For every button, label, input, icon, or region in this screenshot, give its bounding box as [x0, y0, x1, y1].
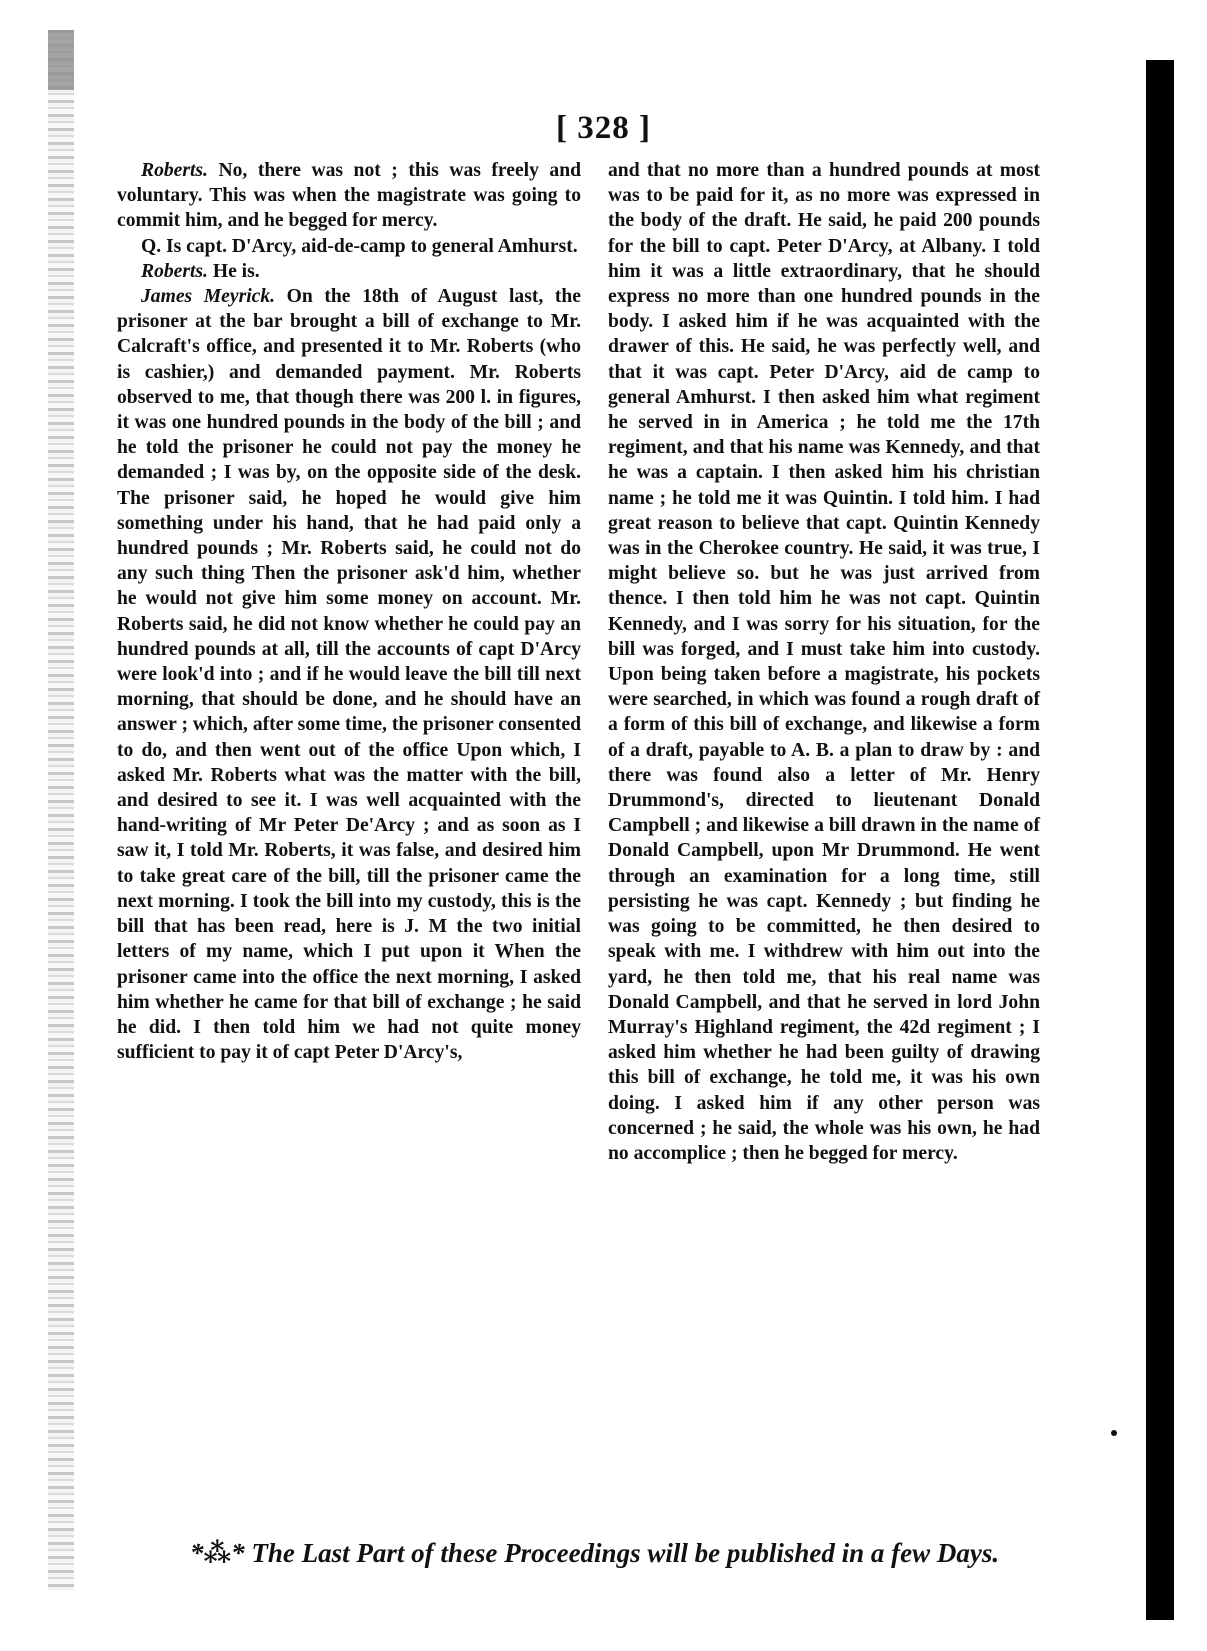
scan-dark-edge — [1146, 60, 1174, 1620]
speaker-name: Roberts. — [141, 260, 208, 282]
publication-notice: *⁂* The Last Part of these Proceedings will be published in a few Days. — [190, 1538, 1000, 1568]
right-column — [608, 158, 1040, 1166]
paragraph-text: and that no more than a hundred pounds at most was to be paid for it, as no more was expressed in the body of the draft. He said, he paid 200 pounds for the bill to capt. Peter D'Arcy, at Albany. I told him it was a little extraordinary, that he should express no more than one hundred pounds in the body. I asked him if he was acquainted with the drawer of this. He said, he was perfectly well, and that it was capt. Peter D'Arcy, aid de camp to general Amhurst. I then asked him what regiment he served in in America ; he told me the 17th regiment, and that his name was Kennedy, and that he was a captain. I then asked him his christian name ; he told me it was Quintin. I told him. I had great reason to believe that capt. Quintin Kennedy was in the Cherokee country. He said, it was true, I might believe so. but he was just arrived from thence. I then told him he was not capt. Quintin Kennedy, and I was sorry for his situation, for the bill was forged, and I must take him into custody. Upon being taken before a magistrate, his pockets were searched, in which was found a rough draft of a form of this bill of exchange, and likewise a form of a draft, payable to A. B. a plan to draw by : and there was found also a letter of Mr. Henry Drummond's, directed to lieutenant Donald Campbell ; and likewise a bill drawn in the name of Donald Campbell, upon Mr Drummond. He went through an examination for a long time, still persisting he was capt. Kennedy ; but finding he was going to be committed, he then desired to speak with me. I withdrew with him out into the yard, he then told me, that his real name was Donald Campbell, and that he served in lord John Murray's Highland regiment, the 42d regiment ; I asked him whether he had been guilty of drawing this bill of exchange, he told me, it was his own doing. I asked him if any other person was concerned ; he said, the whole was his own, he had no accomplice ; then he begged for mercy. — [608, 160, 1040, 1164]
scan-speck — [1111, 1430, 1117, 1436]
paragraph — [117, 259, 581, 284]
speaker-name: Roberts. — [141, 160, 208, 181]
paragraph-text: On the 18th of August last, the prisoner at the bar brought a bill of exchange to Mr. Calcraft's office, and presented it to Mr. Roberts (who is cashier,) and demanded payment. Mr. Roberts observed to me, that though there was 200 l. in figures, it was one hundred pounds in the body of the bill ; and he told the prisoner he could not pay the money he demanded ; I was by, on the opposite side of the desk. The prisoner said, he hoped he would give him something under his hand, that he had paid only a hundred pounds ; Mr. Roberts said, he could not do any such thing Then the prisoner ask'd him, whether he would not give him some money on account. Mr. Roberts said, he did not know whether he could pay an hundred pounds at all, till the accounts of capt D'Arcy were look'd into ; and if he would leave the bill till next morning, that should be done, and he should have an answer ; which, after some time, the prisoner consented to do, and then went out of the office Upon which, I asked Mr. Roberts what was the matter with the bill, and desired to see it. I was well acquainted with the hand-writing of Mr Peter De'Arcy ; and as soon as I saw it, I told Mr. Roberts, it was false, and desired him to take great care of the bill, till the prisoner came the next morning. I took the bill into my custody, this is the bill that has been read, here is J. M the two initial letters of my name, which I put upon it When the prisoner came into the office the next morning, I asked him whether he came for that bill of exchange ; he said he did. I then told him we had not quite money sufficient to pay it of capt Peter D'Arcy's, — [117, 286, 581, 1064]
page-number: [ 328 ] — [556, 110, 651, 146]
scan-binding-edge — [48, 30, 74, 1590]
left-column — [117, 158, 581, 1065]
speaker-name: James Meyrick. — [141, 286, 276, 308]
paragraph — [117, 158, 581, 234]
paragraph-text: Q. Is capt. D'Arcy, aid-de-camp to general Amhurst. — [141, 235, 578, 257]
paragraph-text: No, there was not ; this was freely and voluntary. This was when the magistrate was going to commit him, and he begged for mercy. — [117, 160, 581, 232]
paragraph-text: He is. — [207, 260, 260, 282]
paragraph — [117, 284, 581, 1065]
paragraph — [117, 234, 581, 259]
